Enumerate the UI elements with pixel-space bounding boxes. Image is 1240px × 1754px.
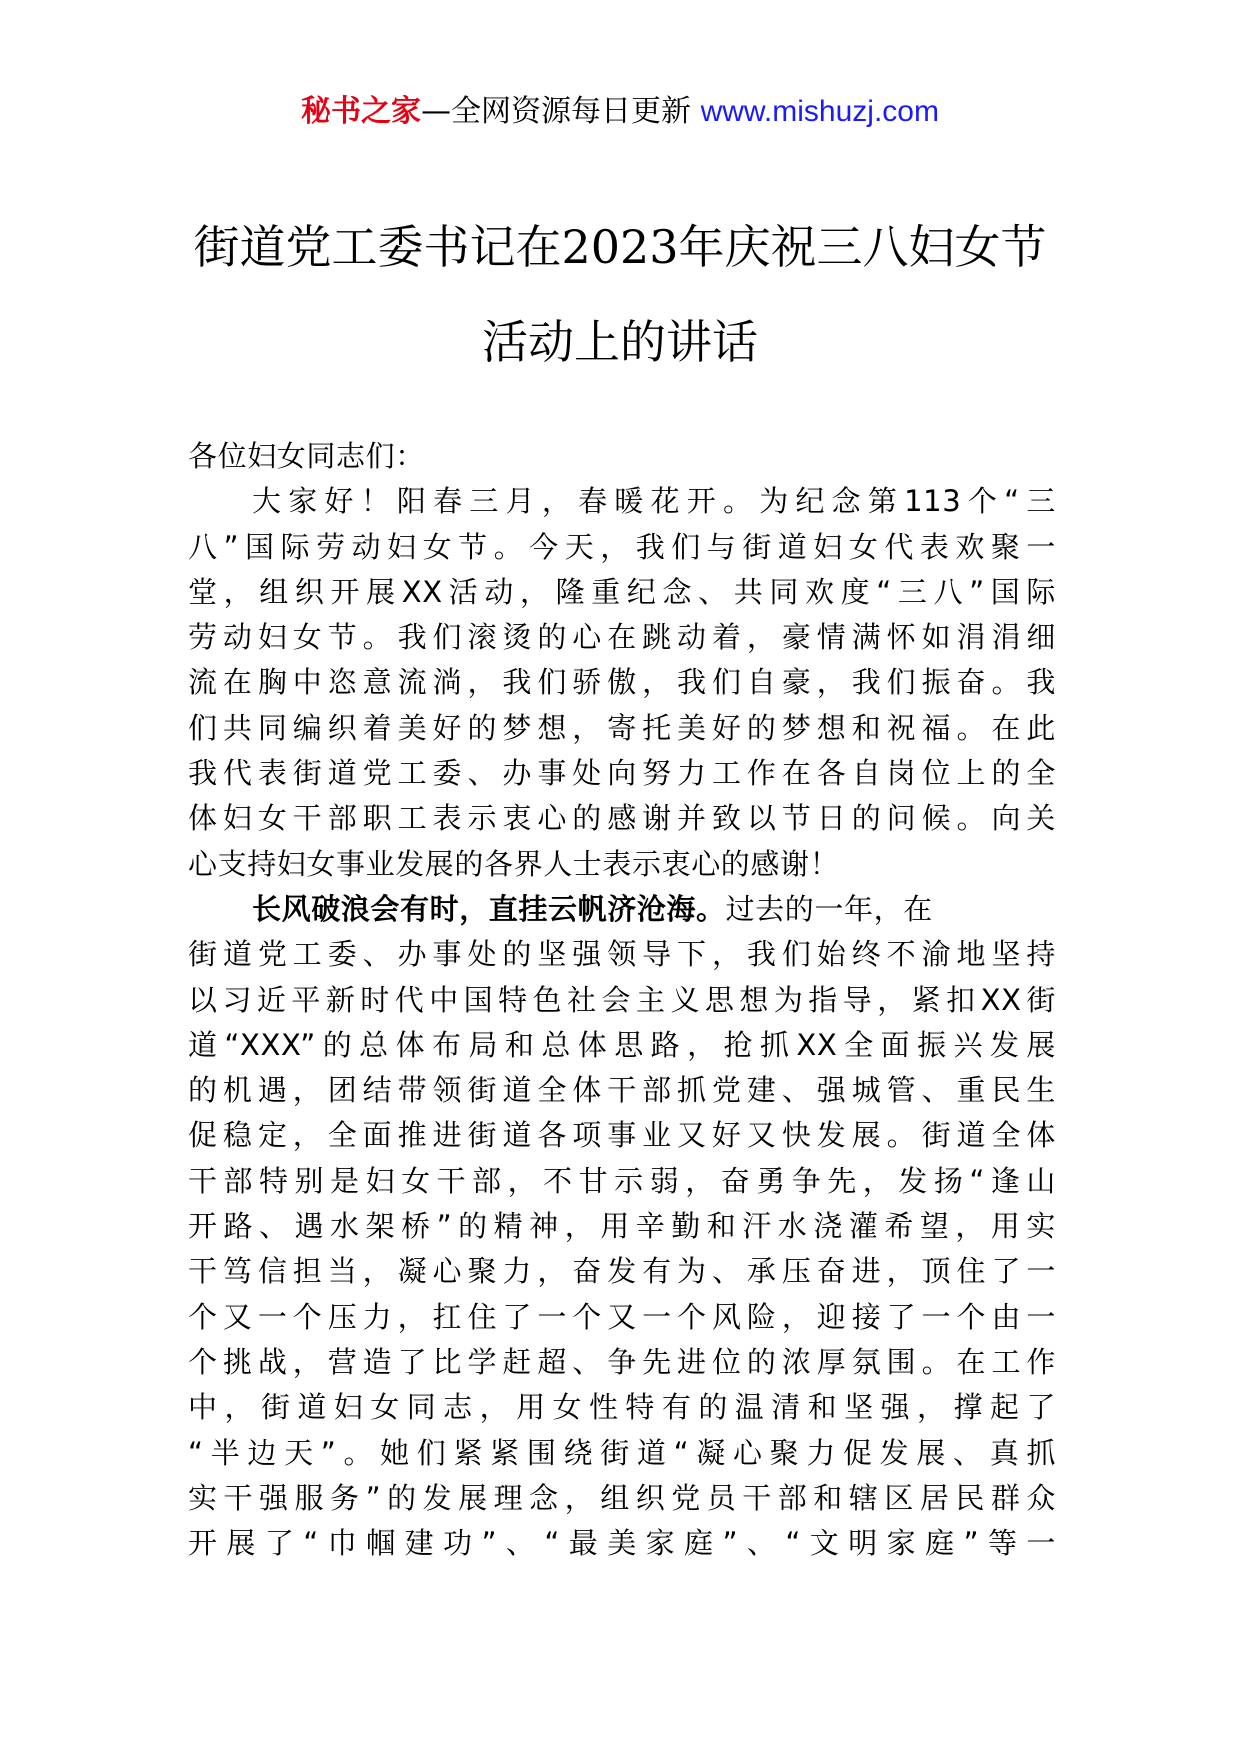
body-line: 我代表街道党工委、办事处向努力工作在各自岗位上的全 bbox=[188, 756, 1056, 791]
body-line: 实干强服务”的发展理念，组织党员干部和辖区居民群众 bbox=[188, 1480, 1056, 1515]
title-line-2: 活动上的讲话 bbox=[482, 315, 758, 369]
body-line: 堂，组织开展XX活动，隆重纪念、共同欢度“三八”国际 bbox=[188, 574, 1056, 609]
body-line: 干笃信担当，凝心聚力，奋发有为、承压奋进，顶住了一 bbox=[188, 1254, 1056, 1289]
body-line: 中，街道妇女同志，用女性特有的温清和坚强，撑起了 bbox=[188, 1390, 1056, 1425]
salutation: 各位妇女同志们： bbox=[188, 439, 425, 473]
body-line: 流在胸中恣意流淌，我们骄傲，我们自豪，我们振奋。我 bbox=[188, 665, 1056, 700]
site-url-link[interactable]: www.mishuzj.com bbox=[700, 95, 939, 128]
header-tagline: —全网资源每日更新 bbox=[421, 94, 701, 129]
body-line: “半边天”。她们紧紧围绕街道“凝心聚力促发展、真抓 bbox=[188, 1435, 1056, 1470]
site-header bbox=[0, 92, 1240, 132]
body-line: 街道党工委、办事处的坚强领导下，我们始终不渝地坚持 bbox=[188, 937, 1056, 972]
paragraph-lead-rest: 过去的一年，在 bbox=[725, 891, 933, 926]
body-line: 心支持妇女事业发展的各界人士表示衷心的感谢！ bbox=[188, 846, 840, 881]
body-line: 促稳定，全面推进街道各项事业又好又快发展。街道全体 bbox=[188, 1118, 1056, 1153]
body-line: 开路、遇水架桥”的精神，用辛勤和汗水浇灌希望，用实 bbox=[188, 1209, 1056, 1244]
brand-name: 秘书之家 bbox=[301, 94, 422, 129]
paragraph-lead-sentence: 长风破浪会有时，直挂云帆济沧海。 bbox=[252, 891, 726, 926]
body-line: 的机遇，团结带领街道全体干部抓党建、强城管、重民生 bbox=[188, 1073, 1056, 1108]
body-line: 八”国际劳动妇女节。今天，我们与街道妇女代表欢聚一 bbox=[188, 529, 1056, 564]
document-body bbox=[188, 434, 1056, 1566]
body-line: 体妇女干部职工表示衷心的感谢并致以节日的问候。向关 bbox=[188, 801, 1056, 836]
body-line: 开展了“巾帼建功”、“最美家庭”、“文明家庭”等一 bbox=[188, 1526, 1056, 1561]
body-line-first bbox=[188, 887, 1056, 932]
document-title bbox=[150, 200, 1090, 390]
body-line: 个又一个压力，扛住了一个又一个风险，迎接了一个由一 bbox=[188, 1299, 1056, 1334]
title-line-1: 街道党工委书记在2023年庆祝三八妇女节 bbox=[193, 220, 1047, 274]
body-line: 个挑战，营造了比学赶超、争先进位的浓厚氛围。在工作 bbox=[188, 1344, 1056, 1379]
body-line: 大家好！阳春三月，春暖花开。为纪念第113个“三 bbox=[252, 484, 1056, 519]
body-line: 以习近平新时代中国特色社会主义思想为指导，紧扣XX街 bbox=[188, 982, 1056, 1017]
paragraph-2 bbox=[188, 887, 1056, 1566]
body-line: 劳动妇女节。我们滚烫的心在跳动着，豪情满怀如涓涓细 bbox=[188, 620, 1056, 655]
paragraph-1 bbox=[188, 479, 1056, 887]
body-line: 道“XXX”的总体布局和总体思路，抢抓XX全面振兴发展 bbox=[188, 1027, 1056, 1062]
body-line: 们共同编织着美好的梦想，寄托美好的梦想和祝福。在此 bbox=[188, 710, 1056, 745]
body-line: 干部特别是妇女干部，不甘示弱，奋勇争先，发扬“逢山 bbox=[188, 1163, 1056, 1198]
